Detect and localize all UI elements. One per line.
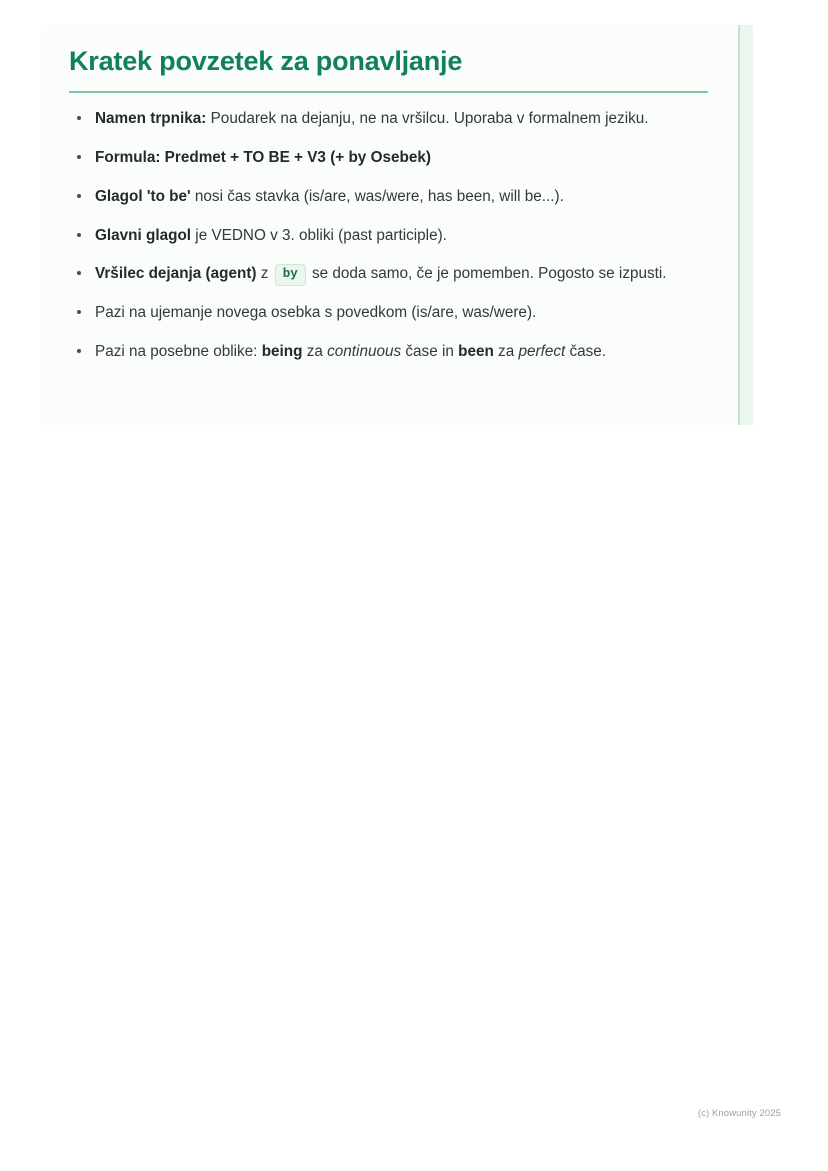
- page-title: Kratek povzetek za ponavljanje: [69, 45, 708, 93]
- point-lead: Formula: Predmet + TO BE + V3 (+ by Osebek): [95, 149, 431, 167]
- point-bold-been: been: [458, 342, 494, 360]
- accent-rail: [738, 25, 753, 425]
- list-item: [69, 146, 708, 171]
- list-item: [69, 185, 708, 210]
- point-text: z: [256, 265, 273, 283]
- point-text: Pazi na ujemanje novega osebka s povedkom (is/are, was/were).: [95, 304, 537, 322]
- point-italic-continuous: continuous: [327, 342, 402, 360]
- list-item: [69, 301, 708, 326]
- point-lead: Vršilec dejanja (agent): [95, 265, 257, 283]
- summary-card: [41, 25, 753, 425]
- card-body: [41, 25, 738, 425]
- point-text: čase.: [565, 342, 607, 360]
- point-lead: Namen trpnika:: [95, 110, 207, 128]
- point-text: Pazi na posebne oblike:: [95, 342, 262, 360]
- list-item: [69, 340, 708, 365]
- summary-points-list: [69, 107, 708, 364]
- point-lead: Glavni glagol: [95, 226, 192, 244]
- point-text: za: [302, 342, 328, 360]
- by-code-tag: by: [275, 264, 306, 286]
- point-lead: Glagol 'to be': [95, 187, 191, 205]
- list-item: [69, 224, 708, 249]
- point-text: čase in: [401, 342, 459, 360]
- footer-credit: (c) Knowunity 2025: [697, 1108, 781, 1119]
- point-bold-being: being: [261, 342, 303, 360]
- point-italic-perfect: perfect: [518, 342, 566, 360]
- list-item: [69, 262, 708, 287]
- point-text: nosi čas stavka (is/are, was/were, has been, will be...).: [190, 187, 564, 205]
- point-text: Poudarek na dejanju, ne na vršilcu. Uporaba v formalnem jeziku.: [206, 110, 649, 128]
- list-item: [69, 107, 708, 132]
- point-text: je VEDNO v 3. obliki (past participle).: [191, 226, 447, 244]
- point-text: za: [493, 342, 519, 360]
- point-text: se doda samo, če je pomemben. Pogosto se izpusti.: [307, 265, 667, 283]
